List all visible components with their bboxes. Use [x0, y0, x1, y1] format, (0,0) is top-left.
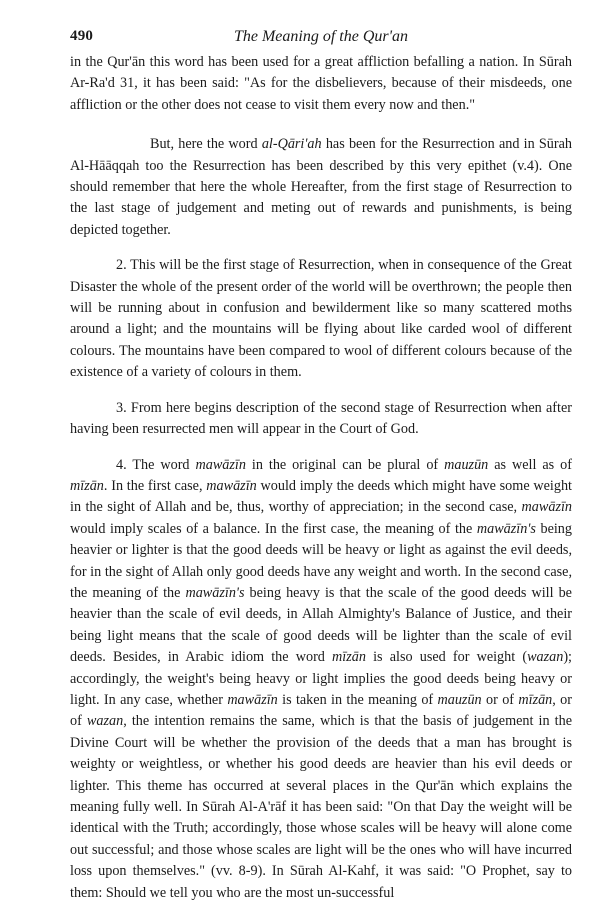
text-segment: or of — [482, 692, 519, 708]
italic-term: mawāzīn — [195, 457, 245, 473]
running-header — [70, 18, 572, 50]
text-segment: is also used for weight ( — [366, 649, 527, 665]
text-segment: would imply the deeds which might have some weight in the sight of Allah and be, thus, worthy of appreciation; in the second case, — [70, 478, 572, 515]
italic-term: mīzān — [332, 649, 366, 665]
page-number: 490 — [70, 28, 93, 45]
text-segment: But, here the word — [150, 136, 262, 152]
text-segment: as well as of — [488, 457, 572, 473]
italic-term: al-Qāri'ah — [262, 136, 322, 152]
italic-term: mawāzīn's — [185, 585, 244, 601]
note-3-paragraph — [70, 398, 572, 441]
italic-term: mauzūn — [438, 692, 482, 708]
italic-term: mawāzīn's — [477, 521, 536, 537]
text-segment: , or of — [70, 692, 572, 729]
italic-term: wazan — [87, 713, 123, 729]
paragraph-continuation — [70, 52, 572, 116]
note-4-paragraph — [70, 455, 572, 904]
italic-term: mīzān — [518, 692, 552, 708]
note-2-paragraph — [70, 255, 572, 383]
text-segment: 2. This will be the first stage of Resurrection, when in consequence of the Great Disaster the whole of the present order of the world will be overthrown; the people then will be running about in confusion and bewilderment like so many scattered moths around a light; and the mountains will be flying about like carded wool of different colours. The mountains have been compared to wool of different colours because of the existence of a variety of colours in them. — [70, 257, 572, 380]
text-segment: being heavy is that the scale of the good deeds will be heavier than the scale of evil deeds, in Allah Almighty's Balance of Justice, and their being light means that the scale of good deeds will be lighter than the scale of evil deeds. Besides, in Arabic idiom the word — [70, 585, 572, 665]
text-segment: being heavier or lighter is that the good deeds will be heavy or light as against the evil deeds, for in the sight of Allah only good deeds have any weight and worth. In the second case, the meaning of the — [70, 521, 572, 601]
text-segment: in the Qur'ān this word has been used for a great affliction befalling a nation. In Sūrah Ar-Ra'd 31, it has been said: "As for the disbelievers, because of their misdeeds, one affliction or the other does not cease to visit them every now and then." — [70, 54, 572, 113]
italic-term: mawāzīn — [227, 692, 277, 708]
text-segment: 4. The word — [116, 457, 195, 473]
text-segment: has been for the Resurrection and in Sūrah Al-Hāāqqah too the Resurrection has been described by this very epithet (v.4). One should remember that here the whole Hereafter, from the first stage of Resurrection to the last stage of judgement and meting out of rewards and punishments, is being depicted together. — [70, 136, 572, 238]
italic-term: mīzān — [70, 478, 104, 494]
italic-term: mawāzīn — [206, 478, 256, 494]
text-segment: , the intention remains the same, which is that the basis of judgement in the Divine Court will be whether the provision of the deeds that a man has brought is weighty or weightless, or whether his good deeds are heavier than his evil deeds or lighter. This theme has occurred at several places in the Qur'ān which explains the meaning fully well. In Sūrah Al-A'rāf it has been said: "On that Day the weight will be identical with the Truth; accordingly, those whose scales will be heavy will alone come out successful; and those whose scales are light will be the ones who will have incurred loss upon themselves." (vv. 8-9). In Sūrah Al-Kahf, it was said: "O Prophet, say to them: Should we tell you who are the most un-successful — [70, 713, 572, 900]
italic-term: wazan — [527, 649, 563, 665]
paragraph-al-qariah — [70, 134, 572, 241]
italic-term: mawāzīn — [522, 499, 572, 515]
text-segment: would imply scales of a balance. In the first case, the meaning of the — [70, 521, 477, 537]
text-segment: is taken in the meaning of — [278, 692, 438, 708]
running-title: The Meaning of the Qur'an — [70, 28, 572, 46]
text-segment: ); accordingly, the weight's being heavy or light implies the good deeds being heavy or light. In any case, whether — [70, 649, 572, 708]
body-text — [70, 52, 572, 904]
text-segment: in the original can be plural of — [246, 457, 444, 473]
text-segment: . In the first case, — [104, 478, 206, 494]
text-segment: 3. From here begins description of the second stage of Resurrection when after having been resurrected men will appear in the Court of God. — [70, 400, 572, 437]
italic-term: mauzūn — [444, 457, 488, 473]
